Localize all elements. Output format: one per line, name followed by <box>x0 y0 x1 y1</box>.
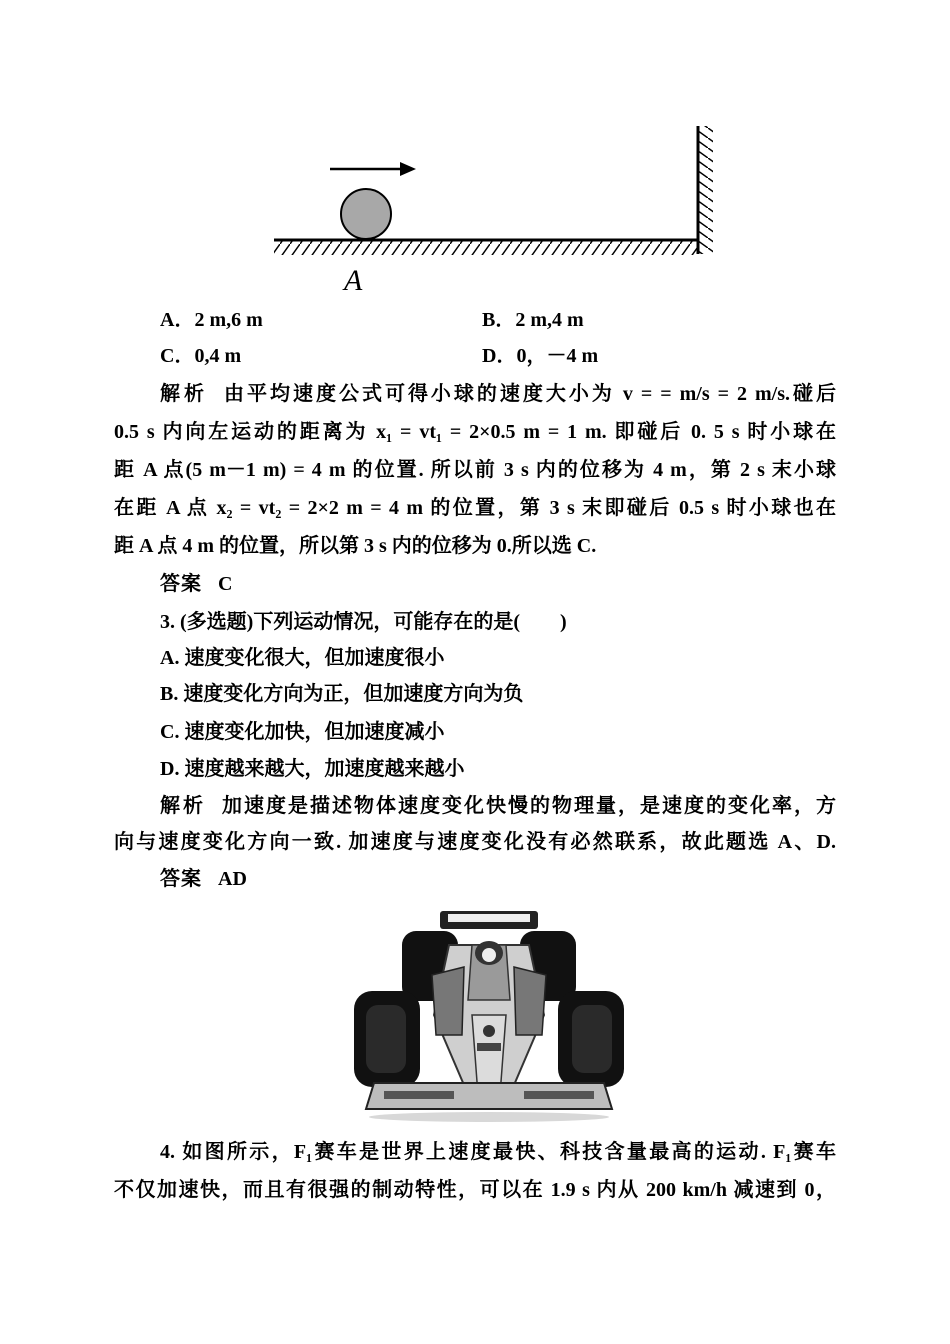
answer-value: AD <box>218 868 247 890</box>
q4-line-2: 不仅加速快，而且有很强的制动特性，可以在 1.9 s 内从 200 km/h 减速到 0， <box>114 1179 836 1201</box>
q3-option-a: A. 速度变化很大，但加速度很小 <box>160 647 445 669</box>
q3-option-c: C. 速度变化加快，但加速度减小 <box>160 721 445 743</box>
q2-analysis-line-1 <box>160 380 836 408</box>
ground-hatch <box>274 241 698 255</box>
q2-analysis-line-4: 在距 A 点 x₂ = vt₂ = 2×2 m = 4 m 的位置，第 3 s 末即碰后 0.5 s 时小球也在 <box>114 497 836 519</box>
answer-label: 答案 <box>160 868 202 890</box>
q2-analysis-line-3: 距 A 点(5 m－1 m) = 4 m 的位置. 所以前 3 s 内的位移为 4 m，第 2 s 末小球 <box>114 459 836 481</box>
point-label-a: A <box>344 264 363 297</box>
q3-option-d: D. 速度越来越大，加速度越来越小 <box>160 758 465 780</box>
option-d: D．0，－4 m <box>482 345 599 367</box>
f1-car-image <box>344 905 634 1125</box>
arrow-head <box>400 162 416 176</box>
q2-answer <box>160 570 232 598</box>
analysis-text: 由平均速度公式可得小球的速度大小为 v = = m/s = 2 m/s.碰后 <box>224 383 837 405</box>
answer-label: 答案 <box>160 573 202 595</box>
analysis-label: 解析 <box>160 795 206 817</box>
q4-line-1: 4. 如图所示，F₁赛车是世界上速度最快、科技含量最高的运动. F₁赛车 <box>160 1141 836 1163</box>
answer-value: C <box>218 573 233 595</box>
wall-hatch <box>699 126 713 254</box>
option-row-2 <box>160 342 241 370</box>
ball-wall-diagram <box>260 118 720 298</box>
ball <box>341 189 391 239</box>
q3-option-b: B. 速度变化方向为正，但加速度方向为负 <box>160 683 524 705</box>
q3-answer <box>160 865 247 893</box>
option-c: C．0,4 m <box>160 345 242 367</box>
analysis-text: 加速度是描述物体速度变化快慢的物理量，是速度的变化率，方 <box>222 795 836 817</box>
q3-analysis-line-2: 向与速度变化方向一致. 加速度与速度变化没有必然联系，故此题选 A、D. <box>114 831 836 853</box>
q3-analysis-line-1 <box>160 792 836 820</box>
analysis-label: 解析 <box>160 383 208 405</box>
option-b-wrap <box>482 306 584 334</box>
q3-stem: 3. (多选题)下列运动情况，可能存在的是( ) <box>160 611 567 633</box>
option-d-wrap <box>482 342 598 370</box>
q2-analysis-line-5: 距 A 点 4 m 的位置，所以第 3 s 内的位移为 0.所以选 C. <box>114 535 597 557</box>
option-b: B．2 m,4 m <box>482 309 584 331</box>
option-a: A．2 m,6 m <box>160 309 263 331</box>
option-row-1 <box>160 306 263 334</box>
q2-analysis-line-2: 0.5 s 内向左运动的距离为 x₁ = vt₁ = 2×0.5 m = 1 m. 即碰后 0. 5 s 时小球在 <box>114 421 836 443</box>
